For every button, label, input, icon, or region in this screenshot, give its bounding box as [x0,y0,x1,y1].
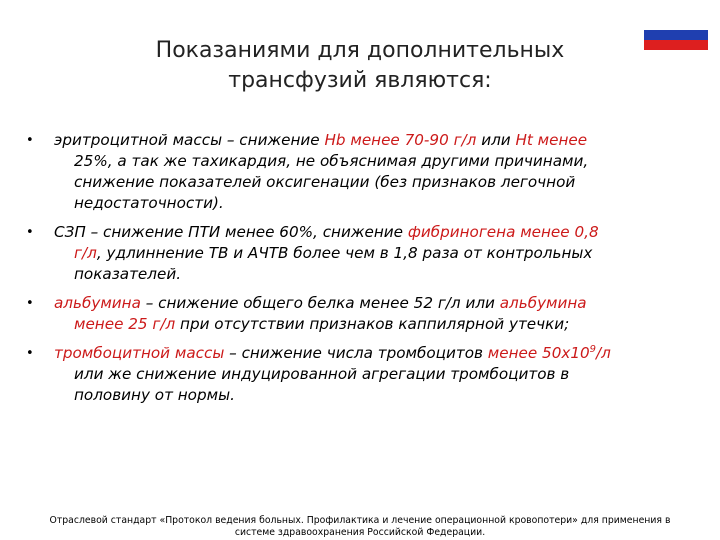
highlighted-text: менее 50х10 [487,344,590,362]
text-segment: , удлиннение ТВ и АЧТВ более чем в 1,8 раза от контрольных [96,244,593,262]
highlighted-text: альбумина [499,294,587,312]
text-segment: снижение показателей оксигенации (без признаков легочной [74,173,576,191]
list-item-line [54,293,704,314]
footer-line-1: Отраслевой стандарт «Протокол ведения больных. Профилактика и лечение операционной кровопотери» для применения в [49,515,671,526]
text-segment: или [476,131,516,149]
indications-list [24,130,704,414]
list-item [24,343,704,406]
flag-stripe-white [644,20,708,30]
highlighted-text: Hb менее 70-90 г/л [324,131,477,149]
text-segment: недостаточности). [74,194,224,212]
list-item-line [54,151,704,172]
slide-title-line-2: трансфузий являются: [228,68,492,93]
list-item-line [54,314,704,335]
text-segment: эритроцитной массы – снижение [54,131,325,149]
highlighted-text: 9 [589,343,597,355]
list-item-line [54,364,704,385]
highlighted-text: Ht менее [515,131,588,149]
list-item [24,293,704,335]
slide-title-line-1: Показаниями для дополнительных [155,38,565,63]
slide-title [40,36,680,96]
text-segment: или же снижение индуцированной агрегации тромбоцитов в [74,365,570,383]
list-item-line [54,264,704,285]
text-segment: при отсутствии признаков каппилярной утечки; [175,315,570,333]
highlighted-text: менее 25 г/л [74,315,176,333]
bullet-icon: • [26,346,34,361]
footer-citation [20,515,700,539]
list-item [24,130,704,214]
bullet-icon: • [26,296,34,311]
highlighted-text: /л [596,344,611,362]
bullet-icon: • [26,133,34,148]
text-segment: – снижение общего белка менее 52 г/л или [140,294,500,312]
highlighted-text: тромбоцитной массы [54,344,225,362]
list-item [24,222,704,285]
text-segment: 25%, а так же тахикардия, не объяснимая другими причинами, [74,152,589,170]
highlighted-text: альбумина [54,294,141,312]
list-item-line [54,343,704,364]
text-segment: показателей. [74,265,182,283]
highlighted-text: г/л [74,244,97,262]
list-item-line [54,130,704,151]
bullet-icon: • [26,225,34,240]
text-segment: половину от нормы. [74,386,235,404]
list-item-line [54,243,704,264]
list-item-line [54,172,704,193]
list-item-line [54,222,704,243]
text-segment: – снижение числа тромбоцитов [224,344,488,362]
text-segment: СЗП – снижение ПТИ менее 60%, снижение [54,223,408,241]
footer-line-2: системе здравоохранения Российской Федерации. [234,527,486,538]
list-item-line [54,385,704,406]
list-item-line [54,193,704,214]
highlighted-text: фибриногена менее 0,8 [407,223,599,241]
